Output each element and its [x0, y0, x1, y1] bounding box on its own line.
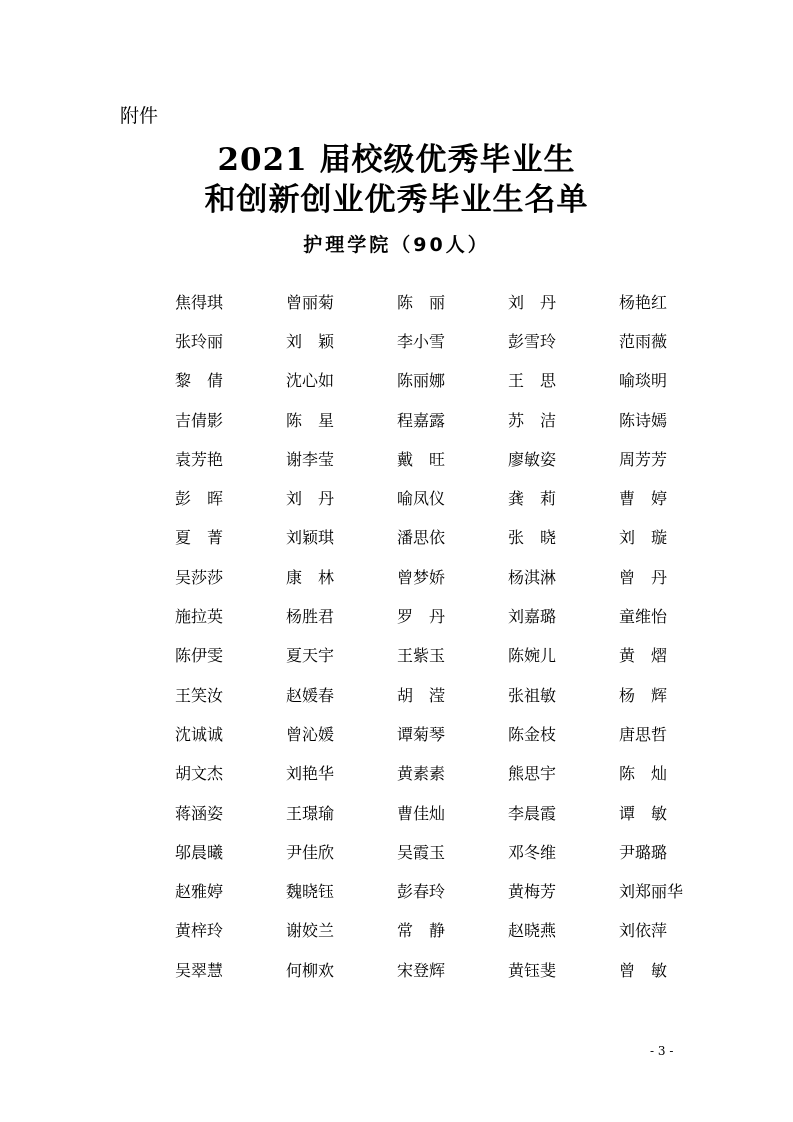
student-name: 张祖敏	[508, 685, 557, 705]
student-name: 蒋涵姿	[175, 803, 224, 823]
student-name: 曹 婷	[619, 489, 668, 509]
student-name: 谢姣兰	[286, 921, 335, 941]
student-name: 苏 洁	[508, 410, 557, 430]
student-name: 袁芳艳	[175, 449, 224, 469]
names-row	[175, 912, 695, 951]
student-name: 黎 倩	[175, 371, 224, 391]
student-name: 龚 莉	[508, 489, 557, 509]
student-name: 杨 辉	[619, 685, 668, 705]
student-name: 曾梦娇	[397, 567, 446, 587]
student-name: 张 晓	[508, 528, 557, 548]
student-name: 李小雪	[397, 331, 446, 351]
student-name: 陈婉儿	[508, 646, 557, 666]
names-row	[175, 283, 695, 322]
student-name: 熊思宇	[508, 764, 557, 784]
student-name: 陈 丽	[397, 292, 446, 312]
student-name: 吴莎莎	[175, 567, 224, 587]
student-name: 罗 丹	[397, 607, 446, 627]
student-name: 胡 滢	[397, 685, 446, 705]
names-row	[175, 322, 695, 361]
names-row	[175, 794, 695, 833]
student-name: 黄钰斐	[508, 960, 557, 980]
student-name: 尹璐璐	[619, 842, 668, 862]
student-name: 刘 璇	[619, 528, 668, 548]
student-name: 康 林	[286, 567, 335, 587]
student-name: 廖敏姿	[508, 449, 557, 469]
student-name: 陈伊雯	[175, 646, 224, 666]
student-name: 陈 灿	[619, 764, 668, 784]
student-name: 周芳芳	[619, 449, 668, 469]
names-row	[175, 951, 695, 990]
names-row	[175, 479, 695, 518]
student-name: 黄 熠	[619, 646, 668, 666]
attachment-label: 附件	[120, 105, 159, 127]
names-row	[175, 637, 695, 676]
student-name: 赵雅婷	[175, 882, 224, 902]
student-name: 沈诚诚	[175, 724, 224, 744]
student-name: 夏 菁	[175, 528, 224, 548]
student-name: 喻琰明	[619, 371, 668, 391]
student-name: 吴霞玉	[397, 842, 446, 862]
names-row	[175, 401, 695, 440]
student-name: 邓冬维	[508, 842, 557, 862]
student-name: 杨淇淋	[508, 567, 557, 587]
student-name: 王笑汝	[175, 685, 224, 705]
student-name: 陈诗嫣	[619, 410, 668, 430]
student-name: 夏天宇	[286, 646, 335, 666]
student-name: 王紫玉	[397, 646, 446, 666]
student-name: 吴翠慧	[175, 960, 224, 980]
student-name: 刘嘉璐	[508, 607, 557, 627]
student-name: 赵晓燕	[508, 921, 557, 941]
student-name: 刘 丹	[508, 292, 557, 312]
names-row	[175, 833, 695, 872]
student-name: 焦得琪	[175, 292, 224, 312]
names-list	[175, 283, 695, 990]
section-heading: 护理学院（90人）	[303, 234, 490, 256]
student-name: 陈金枝	[508, 724, 557, 744]
names-row	[175, 362, 695, 401]
student-name: 刘 丹	[286, 489, 335, 509]
student-name: 刘 颖	[286, 331, 335, 351]
student-name: 彭雪玲	[508, 331, 557, 351]
student-name: 谭菊琴	[397, 724, 446, 744]
student-name: 彭 晖	[175, 489, 224, 509]
student-name: 黄素素	[397, 764, 446, 784]
student-name: 黄梓玲	[175, 921, 224, 941]
student-name: 魏晓钰	[286, 882, 335, 902]
student-name: 王 思	[508, 371, 557, 391]
names-row	[175, 519, 695, 558]
document-title-line-1: 2021 届校级优秀毕业生	[217, 142, 576, 178]
student-name: 杨胜君	[286, 607, 335, 627]
student-name: 吉倩影	[175, 410, 224, 430]
student-name: 张玲丽	[175, 331, 224, 351]
student-name: 范雨薇	[619, 331, 668, 351]
student-name: 杨艳红	[619, 292, 668, 312]
student-name: 常 静	[397, 921, 446, 941]
page-number: - 3 -	[650, 1044, 674, 1058]
student-name: 沈心如	[286, 371, 335, 391]
student-name: 曾 敏	[619, 960, 668, 980]
student-name: 刘依萍	[619, 921, 668, 941]
student-name: 戴 旺	[397, 449, 446, 469]
student-name: 喻凤仪	[397, 489, 446, 509]
student-name: 尹佳欣	[286, 842, 335, 862]
document-title-line-2: 和创新创业优秀毕业生名单	[204, 182, 589, 218]
student-name: 宋登辉	[397, 960, 446, 980]
student-name: 曾丽菊	[286, 292, 335, 312]
student-name: 曾沁媛	[286, 724, 335, 744]
names-row	[175, 755, 695, 794]
student-name: 李晨霞	[508, 803, 557, 823]
names-row	[175, 715, 695, 754]
student-name: 赵媛春	[286, 685, 335, 705]
student-name: 彭春玲	[397, 882, 446, 902]
student-name: 曹佳灿	[397, 803, 446, 823]
student-name: 谭 敏	[619, 803, 668, 823]
student-name: 刘颖琪	[286, 528, 335, 548]
student-name: 谢李莹	[286, 449, 335, 469]
student-name: 曾 丹	[619, 567, 668, 587]
student-name: 程嘉露	[397, 410, 446, 430]
student-name: 黄梅芳	[508, 882, 557, 902]
student-name: 童维怡	[619, 607, 668, 627]
student-name: 陈丽娜	[397, 371, 446, 391]
student-name: 王璟瑜	[286, 803, 335, 823]
student-name: 刘郑丽华	[619, 882, 684, 902]
names-row	[175, 440, 695, 479]
student-name: 施拉英	[175, 607, 224, 627]
names-row	[175, 676, 695, 715]
student-name: 刘艳华	[286, 764, 335, 784]
student-name: 潘思依	[397, 528, 446, 548]
student-name: 陈 星	[286, 410, 335, 430]
student-name: 胡文杰	[175, 764, 224, 784]
names-row	[175, 558, 695, 597]
student-name: 何柳欢	[286, 960, 335, 980]
names-row	[175, 597, 695, 636]
student-name: 唐思哲	[619, 724, 668, 744]
names-row	[175, 872, 695, 911]
student-name: 邬晨曦	[175, 842, 224, 862]
